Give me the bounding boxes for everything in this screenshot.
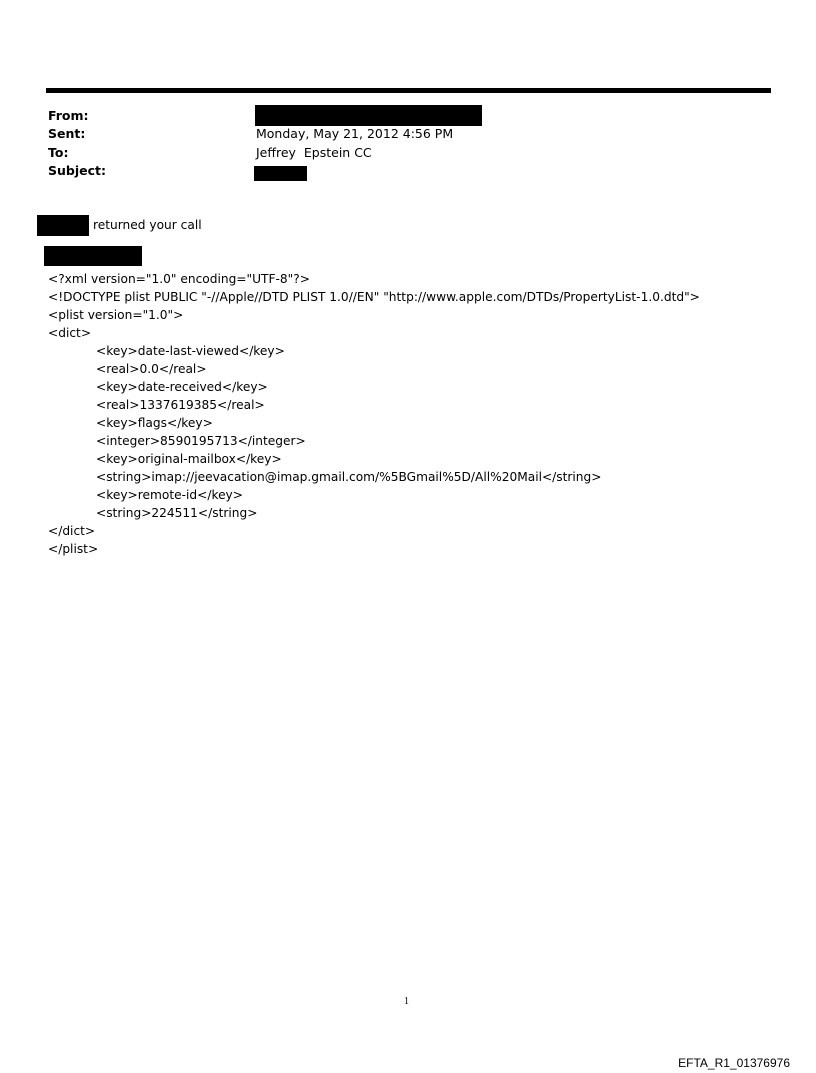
to-label: To:	[48, 145, 69, 160]
doctype-line: <!DOCTYPE plist PUBLIC "-//Apple//DTD PLIST 1.0//EN" "http://www.apple.com/DTDs/PropertyList-1.0.dtd">	[48, 290, 700, 304]
header-rule	[46, 88, 771, 93]
xml-line: <integer>8590195713</integer>	[96, 434, 306, 448]
to-value: Jeffrey Epstein CC	[256, 145, 372, 160]
xml-line: <key>original-mailbox</key>	[96, 452, 282, 466]
dict-close-line: </dict>	[48, 524, 96, 538]
xml-line: <real>0.0</real>	[96, 362, 207, 376]
document-id: EFTA_R1_01376976	[678, 1056, 790, 1070]
subject-label: Subject:	[48, 163, 106, 178]
xml-line: <key>date-last-viewed</key>	[96, 344, 285, 358]
plist-open-line: <plist version="1.0">	[48, 308, 184, 322]
signature-redaction	[44, 246, 142, 266]
page-number: 1	[404, 996, 409, 1007]
xml-line: <key>date-received</key>	[96, 380, 268, 394]
xml-line: <key>flags</key>	[96, 416, 213, 430]
xml-declaration-line: <?xml version="1.0" encoding="UTF-8"?>	[48, 272, 310, 286]
sent-label: Sent:	[48, 126, 86, 141]
from-label: From:	[48, 108, 89, 123]
sent-value: Monday, May 21, 2012 4:56 PM	[256, 126, 454, 141]
from-redaction	[255, 105, 482, 126]
plist-close-line: </plist>	[48, 542, 99, 556]
message-text: returned your call	[93, 218, 202, 232]
subject-redaction	[254, 166, 307, 181]
xml-line: <string>imap://jeevacation@imap.gmail.com/%5BGmail%5D/All%20Mail</string>	[96, 470, 602, 484]
xml-line: <key>remote-id</key>	[96, 488, 243, 502]
xml-line: <string>224511</string>	[96, 506, 258, 520]
dict-open-line: <dict>	[48, 326, 92, 340]
sender-name-redaction	[37, 215, 89, 236]
xml-line: <real>1337619385</real>	[96, 398, 265, 412]
